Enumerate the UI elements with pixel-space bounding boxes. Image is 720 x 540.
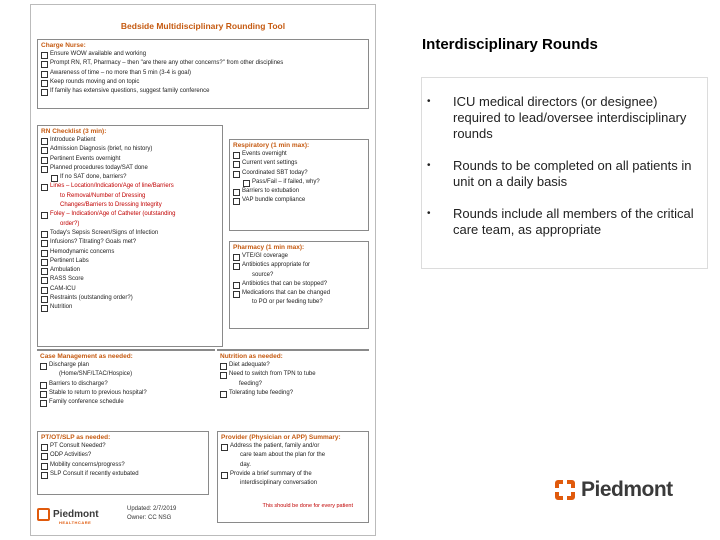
tool-logo [37, 508, 99, 525]
checklist-item: source? [252, 271, 274, 278]
checklist-item: ODP Activities? [38, 451, 208, 460]
checklist-item: CAM-ICU [38, 285, 222, 294]
checklist-item: interdisciplinary conversation [240, 480, 318, 487]
pharmacy-box [229, 241, 369, 329]
case-management-heading: Case Management as needed: [40, 353, 133, 360]
checklist-item: Foley – Indication/Age of Catheter (outstanding [38, 210, 222, 219]
checklist-item: Discharge plan [37, 361, 215, 370]
checklist-item: Family conference schedule [37, 398, 215, 407]
checklist-item: Events overnight [230, 150, 368, 159]
charge-nurse-list [38, 50, 368, 96]
checklist-item: If family has extensive questions, suggest family conference [38, 87, 368, 96]
rounding-tool-title: Bedside Multidisciplinary Rounding Tool [120, 21, 286, 31]
checklist-item: (Home/SNF/LTAC/Hospice) [59, 371, 133, 378]
rn-checklist-box [37, 125, 223, 347]
bullet-list [421, 77, 708, 269]
checklist-item: Ensure WOW available and working [38, 50, 368, 59]
checklist-item: Current vent settings [230, 159, 368, 168]
checklist-item: Changes/Barriers to Dressing Integrity [60, 202, 162, 209]
checklist-item: SLP Consult if recently extubated [38, 470, 208, 479]
checklist-item: Provide a brief summary of the [218, 470, 368, 479]
checklist-item: order?) [60, 220, 80, 227]
bullet-text: ICU medical directors (or designee) required to lead/oversee interdisciplinary rounds [453, 94, 687, 141]
checklist-item: Today's Sepsis Screen/Signs of Infection [38, 229, 222, 238]
bullet-glyph: • [427, 96, 431, 107]
charge-nurse-box [37, 39, 369, 109]
bullet-item [422, 94, 701, 142]
checklist-item: day. [240, 461, 251, 468]
updated-date: Updated: 2/7/2019 [127, 506, 177, 512]
bullet-glyph: • [427, 160, 431, 171]
provider-box [217, 431, 369, 523]
checklist-item: Antibiotics appropriate for [230, 261, 368, 270]
checklist-item: Nutrition [38, 303, 222, 312]
checklist-item: Introduce Patient [38, 136, 222, 145]
checklist-item: Need to switch from TPN to tube [217, 370, 369, 379]
case-management-list [37, 361, 215, 407]
respiratory-list [230, 150, 368, 206]
bullet-text: Rounds to be completed on all patients in unit on a daily basis [453, 158, 692, 189]
pt-ot-slp-box [37, 431, 209, 495]
pharmacy-heading: Pharmacy (1 min max): [233, 244, 305, 251]
pharmacy-list [230, 252, 368, 308]
rn-checklist-list [38, 136, 222, 313]
pt-ot-slp-heading: PT/OT/SLP as needed: [41, 434, 111, 441]
checklist-item: Address the patient, family and/or [218, 442, 368, 451]
case-management-box [37, 349, 215, 425]
checklist-item: feeding? [239, 380, 263, 387]
checklist-item: If no SAT done, barriers? [38, 173, 222, 182]
charge-nurse-heading: Charge Nurse: [41, 42, 86, 49]
checklist-item: care team about the plan for the [240, 452, 326, 459]
checklist-item: Planned procedures today/SAT done [38, 164, 222, 173]
checklist-item: Medications that can be changed [230, 289, 368, 298]
checklist-item: VTE/GI coverage [230, 252, 368, 261]
tool-logo-subtext: HEALTHCARE [59, 520, 92, 525]
checklist-item: Pertinent Events overnight [38, 155, 222, 164]
checklist-item: RASS Score [38, 275, 222, 284]
checklist-item: VAP bundle compliance [230, 196, 368, 205]
nutrition-box [217, 349, 369, 425]
respiratory-box [229, 139, 369, 231]
bullet-text: Rounds include all members of the critical care team, as appropriate [453, 206, 694, 237]
provider-heading: Provider (Physician or APP) Summary: [221, 434, 341, 441]
checklist-item: Admission Diagnosis (brief, no history) [38, 145, 222, 154]
piedmont-mark-icon [37, 508, 50, 521]
checklist-item: Keep rounds moving and on topic [38, 78, 368, 87]
owner-text: Owner: CC NSG [127, 515, 172, 521]
checklist-item: Ambulation [38, 266, 222, 275]
tool-logo-text: Piedmont [53, 509, 99, 520]
bullet-glyph: • [427, 208, 431, 219]
pt-ot-slp-list [38, 442, 208, 479]
checklist-item: to Removal/Number of Dressing [60, 192, 146, 199]
checklist-item: Prompt RN, RT, Pharmacy – then "are there any other concerns?" from other disciplines [38, 59, 368, 68]
checklist-item: Antibiotics that can be stopped? [230, 280, 368, 289]
rn-checklist-heading: RN Checklist (3 min): [41, 128, 107, 135]
provider-footer-note: This should be done for every patient [262, 503, 353, 509]
checklist-item: Barriers to discharge? [37, 380, 215, 389]
slide-title: Interdisciplinary Rounds [422, 36, 598, 53]
checklist-item: Mobility concerns/progress? [38, 461, 208, 470]
checklist-item: Barriers to extubation [230, 187, 368, 196]
nutrition-list [217, 361, 369, 398]
checklist-item: Stable to return to previous hospital? [37, 389, 215, 398]
rounding-tool-document [30, 4, 376, 536]
nutrition-heading: Nutrition as needed: [220, 353, 283, 360]
checklist-item: Lines – Location/Indication/Age of line/Barriers [38, 182, 222, 191]
piedmont-mark-icon [555, 480, 575, 500]
checklist-item: Tolerating tube feeding? [217, 389, 369, 398]
respiratory-heading: Respiratory (1 min max): [233, 142, 310, 149]
checklist-item: Awareness of time – no more than 5 min (3-4 is goal) [38, 69, 368, 78]
updated-info [127, 505, 176, 523]
checklist-item: Infusions? Titrating? Goals met? [38, 238, 222, 247]
provider-list [218, 442, 368, 488]
checklist-item: Restraints (outstanding order?) [38, 294, 222, 303]
bullet-item [422, 158, 701, 190]
piedmont-logo [555, 478, 673, 502]
checklist-item: PT Consult Needed? [38, 442, 208, 451]
checklist-item: Hemodynamic concerns [38, 248, 222, 257]
checklist-item: Diet adequate? [217, 361, 369, 370]
checklist-item: Coordinated SBT today? [230, 169, 368, 178]
bullet-item [422, 206, 701, 238]
checklist-item: to PO or per feeding tube? [252, 299, 323, 306]
piedmont-logo-text: Piedmont [581, 478, 673, 501]
checklist-item: Pertinent Labs [38, 257, 222, 266]
checklist-item: Pass/Fail – if failed, why? [230, 178, 368, 187]
